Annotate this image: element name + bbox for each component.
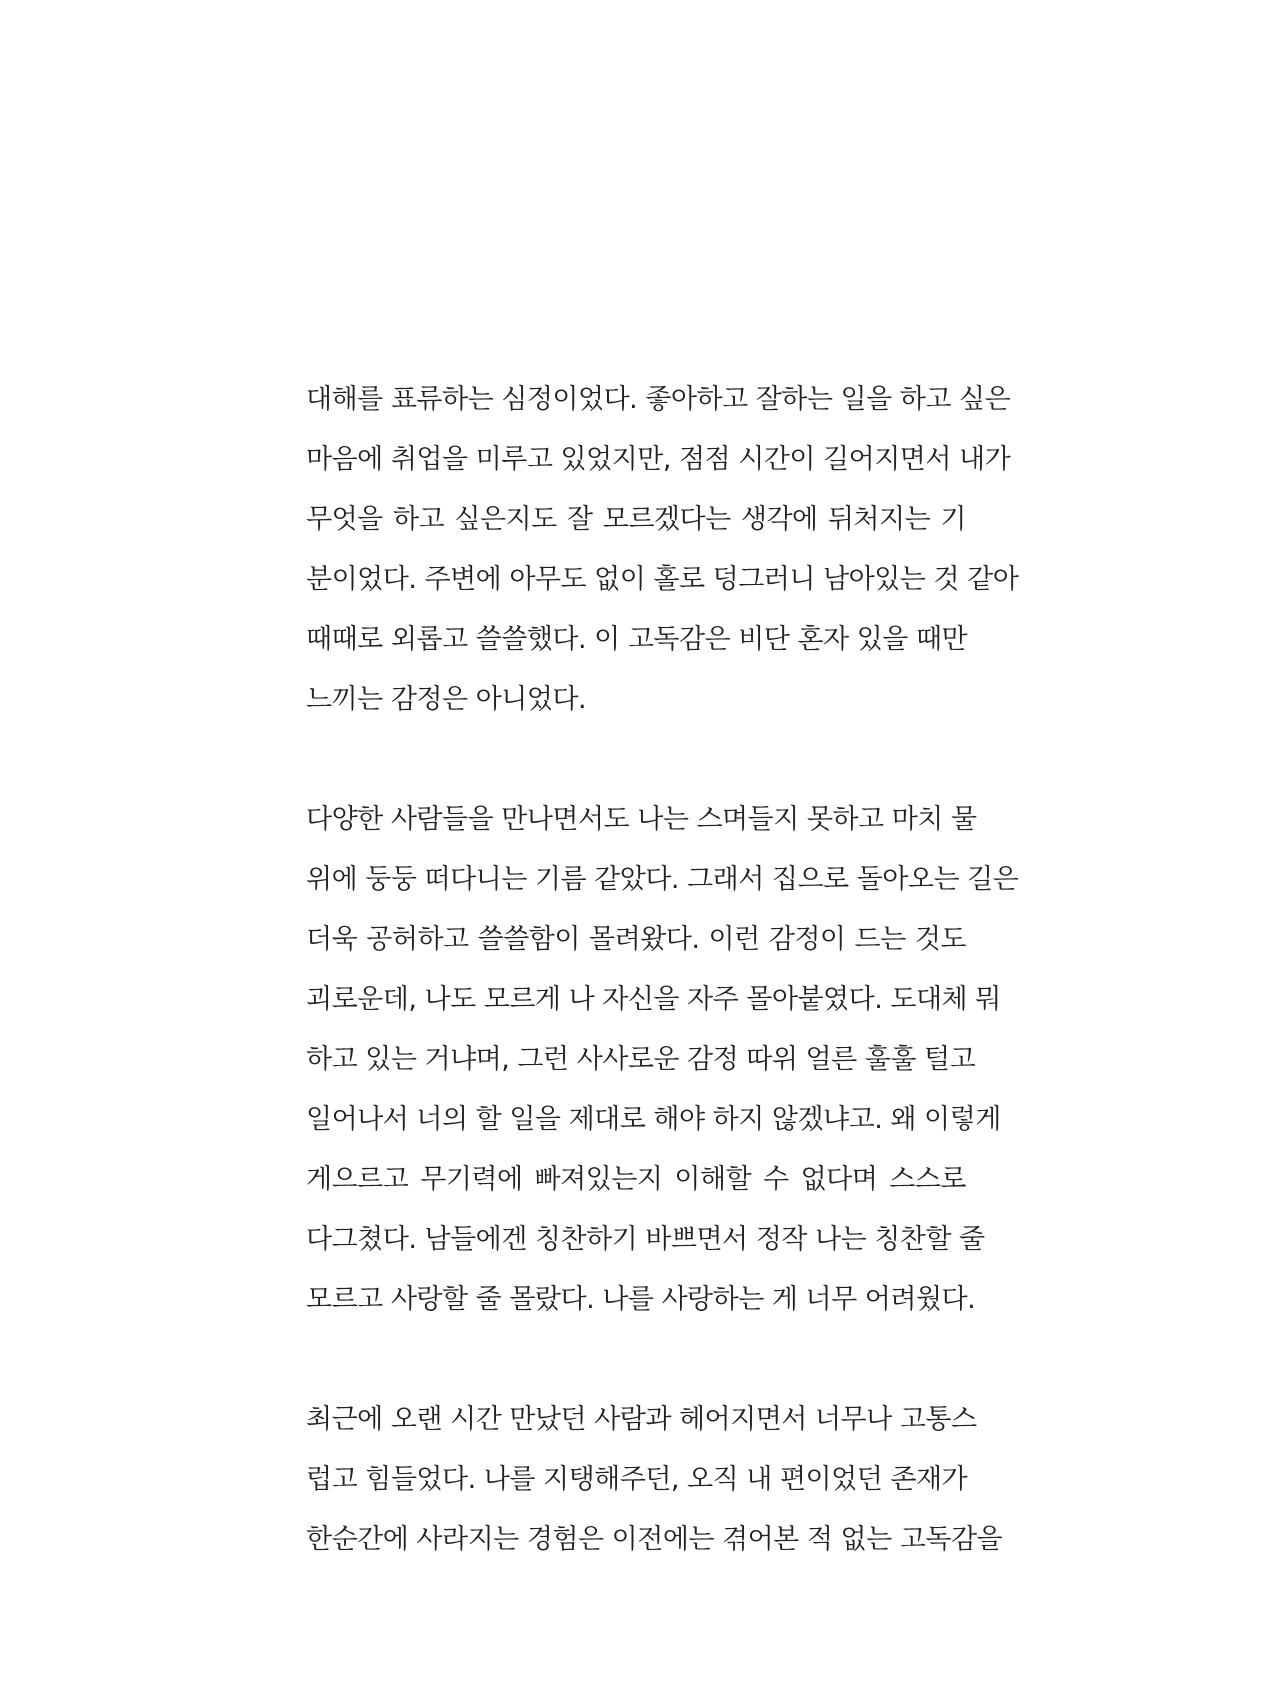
paragraph-3 (306, 1390, 1003, 1570)
paragraph-2 (306, 790, 1019, 1330)
text-line: 게으르고 무기력에 빠져있는지 이해할 수 없다며 스스로 (306, 1164, 966, 1195)
text-line: 대해를 표류하는 심정이었다. 좋아하고 잘하는 일을 하고 싶은 (306, 384, 1011, 415)
document-page (306, 370, 1019, 1630)
text-line: 럽고 힘들었다. 나를 지탱해주던, 오직 내 편이었던 존재가 (306, 1464, 968, 1495)
text-line: 다양한 사람들을 만나면서도 나는 스며들지 못하고 마치 물 (306, 804, 977, 835)
text-line: 다그쳤다. 남들에겐 칭찬하기 바쁘면서 정작 나는 칭찬할 줄 (306, 1224, 985, 1255)
text-line: 위에 둥둥 떠다니는 기름 같았다. 그래서 집으로 돌아오는 길은 (306, 864, 1019, 895)
text-line: 한순간에 사라지는 경험은 이전에는 겪어본 적 없는 고독감을 (306, 1524, 1003, 1555)
text-line: 괴로운데, 나도 모르게 나 자신을 자주 몰아붙였다. 도대체 뭐 (306, 984, 1001, 1015)
text-line: 무엇을 하고 싶은지도 잘 모르겠다는 생각에 뒤처지는 기 (306, 504, 966, 535)
text-line: 때때로 외롭고 쓸쓸했다. 이 고독감은 비단 혼자 있을 때만 (306, 624, 968, 655)
text-line: 더욱 공허하고 쓸쓸함이 몰려왔다. 이런 감정이 드는 것도 (306, 924, 966, 955)
text-line: 하고 있는 거냐며, 그런 사사로운 감정 따위 얼른 훌훌 털고 (306, 1044, 976, 1075)
text-line: 모르고 사랑할 줄 몰랐다. 나를 사랑하는 게 너무 어려웠다. (306, 1284, 976, 1315)
text-line: 분이었다. 주변에 아무도 없이 홀로 덩그러니 남아있는 것 같아 (306, 564, 1019, 595)
text-line: 느끼는 감정은 아니었다. (306, 684, 587, 715)
text-line: 일어나서 너의 할 일을 제대로 해야 하지 않겠냐고. 왜 이렇게 (306, 1104, 1001, 1135)
text-line: 최근에 오랜 시간 만났던 사람과 헤어지면서 너무나 고통스 (306, 1404, 977, 1435)
paragraph-1 (306, 370, 1019, 730)
text-line: 마음에 취업을 미루고 있었지만, 점점 시간이 길어지면서 내가 (306, 444, 1011, 475)
